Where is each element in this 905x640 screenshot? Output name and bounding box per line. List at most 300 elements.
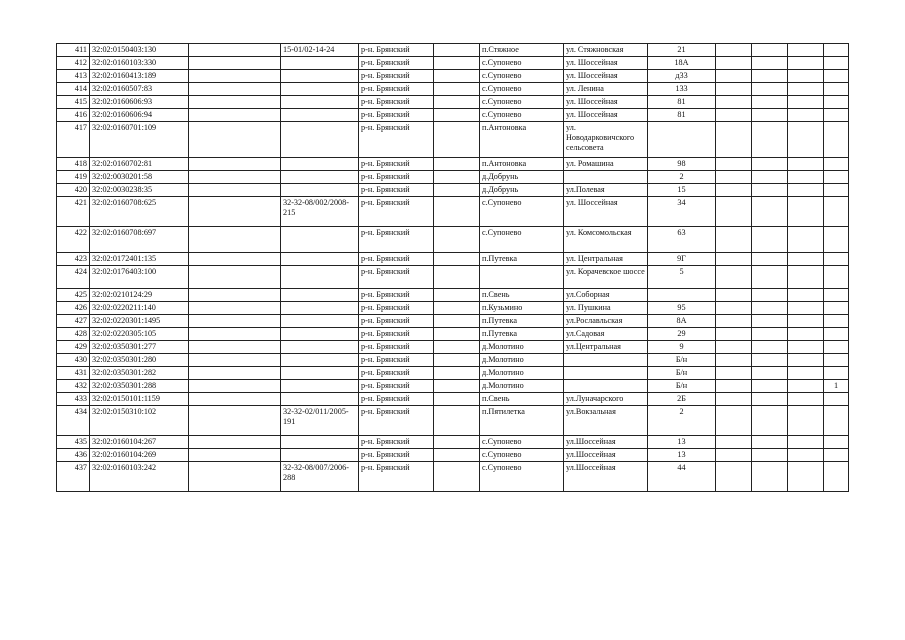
empty-cell: [434, 354, 480, 367]
registration-number: [281, 436, 359, 449]
empty-cell: [434, 227, 480, 253]
empty-cell: [752, 380, 788, 393]
street: ул. Шоссейная: [564, 197, 648, 227]
extra-value: [824, 328, 849, 341]
district: р-н. Брянский: [359, 449, 434, 462]
street: ул.Шоссейная: [564, 449, 648, 462]
locality: д.Молотино: [480, 354, 564, 367]
cadastral-number: 32:02:0150101:1159: [90, 393, 189, 406]
house-number: Б/н: [648, 380, 716, 393]
empty-cell: [752, 70, 788, 83]
registration-number: [281, 328, 359, 341]
street: ул. Центральная: [564, 253, 648, 266]
registration-number: [281, 354, 359, 367]
table-row: [57, 158, 849, 171]
extra-value: [824, 289, 849, 302]
cadastral-number: 32:02:0160708:625: [90, 197, 189, 227]
empty-cell: [716, 406, 752, 436]
house-number: 133: [648, 83, 716, 96]
extra-value: [824, 83, 849, 96]
empty-cell: [189, 380, 281, 393]
table-row: [57, 354, 849, 367]
empty-cell: [752, 96, 788, 109]
empty-cell: [788, 315, 824, 328]
registration-number: [281, 122, 359, 158]
table-row: [57, 70, 849, 83]
empty-cell: [189, 302, 281, 315]
extra-value: [824, 341, 849, 354]
empty-cell: [189, 328, 281, 341]
locality: с.Супонево: [480, 462, 564, 492]
empty-cell: [716, 122, 752, 158]
empty-cell: [189, 354, 281, 367]
empty-cell: [434, 462, 480, 492]
street: ул. Ленина: [564, 83, 648, 96]
empty-cell: [434, 70, 480, 83]
row-number: 434: [57, 406, 90, 436]
district: р-н. Брянский: [359, 341, 434, 354]
extra-value: [824, 171, 849, 184]
locality: п.Свень: [480, 393, 564, 406]
empty-cell: [752, 158, 788, 171]
row-number: 417: [57, 122, 90, 158]
street: ул. Шоссейная: [564, 57, 648, 70]
house-number: 81: [648, 109, 716, 122]
empty-cell: [788, 449, 824, 462]
registration-number: [281, 83, 359, 96]
row-number: 425: [57, 289, 90, 302]
empty-cell: [752, 302, 788, 315]
district: р-н. Брянский: [359, 70, 434, 83]
registration-number: [281, 289, 359, 302]
empty-cell: [189, 96, 281, 109]
empty-cell: [752, 109, 788, 122]
row-number: 411: [57, 44, 90, 57]
registration-number: [281, 341, 359, 354]
house-number: 2: [648, 406, 716, 436]
row-number: 435: [57, 436, 90, 449]
locality: п.Путевка: [480, 315, 564, 328]
row-number: 432: [57, 380, 90, 393]
extra-value: [824, 109, 849, 122]
street: [564, 171, 648, 184]
row-number: 431: [57, 367, 90, 380]
empty-cell: [434, 253, 480, 266]
empty-cell: [189, 158, 281, 171]
row-number: 413: [57, 70, 90, 83]
locality: с.Супонево: [480, 449, 564, 462]
row-number: 420: [57, 184, 90, 197]
empty-cell: [716, 341, 752, 354]
house-number: Б/н: [648, 354, 716, 367]
extra-value: [824, 462, 849, 492]
house-number: 81: [648, 96, 716, 109]
extra-value: [824, 406, 849, 436]
district: р-н. Брянский: [359, 253, 434, 266]
extra-value: [824, 367, 849, 380]
empty-cell: [752, 253, 788, 266]
empty-cell: [189, 70, 281, 83]
district: р-н. Брянский: [359, 380, 434, 393]
registration-number: 15-01/02-14-24: [281, 44, 359, 57]
extra-value: [824, 197, 849, 227]
street: ул. Новодарковичского сельсовета: [564, 122, 648, 158]
empty-cell: [434, 449, 480, 462]
registration-number: [281, 158, 359, 171]
row-number: 433: [57, 393, 90, 406]
empty-cell: [189, 449, 281, 462]
locality: с.Супонево: [480, 109, 564, 122]
district: р-н. Брянский: [359, 109, 434, 122]
district: р-н. Брянский: [359, 436, 434, 449]
house-number: 2Б: [648, 393, 716, 406]
empty-cell: [434, 393, 480, 406]
locality: п.Стяжное: [480, 44, 564, 57]
table-row: [57, 367, 849, 380]
row-number: 424: [57, 266, 90, 289]
cadastral-number: 32:02:0220301:1495: [90, 315, 189, 328]
row-number: 437: [57, 462, 90, 492]
cadastral-number: 32:02:0160413:189: [90, 70, 189, 83]
empty-cell: [716, 70, 752, 83]
empty-cell: [752, 227, 788, 253]
empty-cell: [716, 44, 752, 57]
empty-cell: [189, 436, 281, 449]
registration-number: [281, 449, 359, 462]
extra-value: [824, 302, 849, 315]
empty-cell: [716, 158, 752, 171]
district: р-н. Брянский: [359, 328, 434, 341]
house-number: 2: [648, 171, 716, 184]
house-number: д33: [648, 70, 716, 83]
empty-cell: [788, 70, 824, 83]
row-number: 421: [57, 197, 90, 227]
empty-cell: [434, 328, 480, 341]
house-number: [648, 122, 716, 158]
empty-cell: [716, 57, 752, 70]
cadastral-number: 32:02:0160104:267: [90, 436, 189, 449]
table-row: [57, 44, 849, 57]
empty-cell: [189, 341, 281, 354]
row-number: 426: [57, 302, 90, 315]
empty-cell: [434, 380, 480, 393]
locality: п.Путевка: [480, 253, 564, 266]
property-table-body: [57, 44, 849, 492]
empty-cell: [752, 122, 788, 158]
extra-value: [824, 266, 849, 289]
cadastral-number: 32:02:0350301:277: [90, 341, 189, 354]
empty-cell: [434, 171, 480, 184]
empty-cell: [788, 197, 824, 227]
street: ул. Ромашина: [564, 158, 648, 171]
empty-cell: [434, 184, 480, 197]
row-number: 423: [57, 253, 90, 266]
cadastral-number: 32:02:0350301:282: [90, 367, 189, 380]
empty-cell: [788, 227, 824, 253]
cadastral-number: 32:02:0160708:697: [90, 227, 189, 253]
empty-cell: [788, 253, 824, 266]
cadastral-number: 32:02:0176403:100: [90, 266, 189, 289]
row-number: 414: [57, 83, 90, 96]
street: ул. Корачевское шоссе: [564, 266, 648, 289]
district: р-н. Брянский: [359, 158, 434, 171]
table-row: [57, 83, 849, 96]
empty-cell: [189, 462, 281, 492]
locality: с.Супонево: [480, 96, 564, 109]
empty-cell: [189, 122, 281, 158]
empty-cell: [434, 44, 480, 57]
empty-cell: [434, 406, 480, 436]
empty-cell: [788, 83, 824, 96]
empty-cell: [752, 289, 788, 302]
empty-cell: [434, 302, 480, 315]
empty-cell: [752, 406, 788, 436]
empty-cell: [189, 197, 281, 227]
empty-cell: [716, 184, 752, 197]
house-number: 34: [648, 197, 716, 227]
house-number: 21: [648, 44, 716, 57]
cadastral-number: 32:02:0220211:140: [90, 302, 189, 315]
house-number: 63: [648, 227, 716, 253]
table-row: [57, 328, 849, 341]
district: р-н. Брянский: [359, 406, 434, 436]
empty-cell: [434, 315, 480, 328]
extra-value: [824, 70, 849, 83]
cadastral-number: 32:02:0160104:269: [90, 449, 189, 462]
house-number: 5: [648, 266, 716, 289]
locality: д.Молотино: [480, 367, 564, 380]
table-row: [57, 253, 849, 266]
registration-number: [281, 96, 359, 109]
empty-cell: [788, 406, 824, 436]
district: р-н. Брянский: [359, 171, 434, 184]
row-number: 429: [57, 341, 90, 354]
empty-cell: [716, 436, 752, 449]
locality: с.Супонево: [480, 70, 564, 83]
table-row: [57, 227, 849, 253]
registration-number: 32-32-02/011/2005-191: [281, 406, 359, 436]
registration-number: [281, 227, 359, 253]
empty-cell: [788, 302, 824, 315]
table-row: [57, 406, 849, 436]
district: р-н. Брянский: [359, 197, 434, 227]
empty-cell: [716, 462, 752, 492]
extra-value: [824, 96, 849, 109]
row-number: 412: [57, 57, 90, 70]
table-row: [57, 122, 849, 158]
table-row: [57, 171, 849, 184]
locality: д.Добрунь: [480, 171, 564, 184]
house-number: 44: [648, 462, 716, 492]
empty-cell: [716, 96, 752, 109]
extra-value: [824, 227, 849, 253]
empty-cell: [788, 328, 824, 341]
table-row: [57, 302, 849, 315]
empty-cell: [434, 367, 480, 380]
empty-cell: [189, 289, 281, 302]
empty-cell: [716, 197, 752, 227]
district: р-н. Брянский: [359, 354, 434, 367]
empty-cell: [716, 266, 752, 289]
empty-cell: [716, 354, 752, 367]
empty-cell: [752, 57, 788, 70]
table-row: [57, 109, 849, 122]
empty-cell: [434, 341, 480, 354]
cadastral-number: 32:02:0150403:130: [90, 44, 189, 57]
district: р-н. Брянский: [359, 462, 434, 492]
empty-cell: [189, 57, 281, 70]
house-number: 15: [648, 184, 716, 197]
district: р-н. Брянский: [359, 393, 434, 406]
empty-cell: [716, 171, 752, 184]
row-number: 430: [57, 354, 90, 367]
row-number: 416: [57, 109, 90, 122]
cadastral-number: 32:02:0030201:58: [90, 171, 189, 184]
empty-cell: [752, 83, 788, 96]
empty-cell: [716, 109, 752, 122]
locality: с.Супонево: [480, 436, 564, 449]
district: р-н. Брянский: [359, 44, 434, 57]
district: р-н. Брянский: [359, 289, 434, 302]
cadastral-number: 32:02:0160701:109: [90, 122, 189, 158]
table-row: [57, 449, 849, 462]
empty-cell: [189, 171, 281, 184]
empty-cell: [434, 96, 480, 109]
empty-cell: [716, 253, 752, 266]
locality: п.Антоновка: [480, 122, 564, 158]
district: р-н. Брянский: [359, 315, 434, 328]
registration-number: 32-32-08/002/2008-215: [281, 197, 359, 227]
empty-cell: [752, 266, 788, 289]
empty-cell: [716, 289, 752, 302]
property-table: [56, 43, 849, 492]
house-number: 18А: [648, 57, 716, 70]
house-number: 13: [648, 449, 716, 462]
house-number: [648, 289, 716, 302]
empty-cell: [788, 57, 824, 70]
table-row: [57, 380, 849, 393]
extra-value: [824, 449, 849, 462]
table-row: [57, 184, 849, 197]
empty-cell: [788, 462, 824, 492]
locality: д.Добрунь: [480, 184, 564, 197]
empty-cell: [752, 197, 788, 227]
empty-cell: [716, 393, 752, 406]
empty-cell: [716, 367, 752, 380]
empty-cell: [752, 449, 788, 462]
street: ул. Шоссейная: [564, 96, 648, 109]
row-number: 428: [57, 328, 90, 341]
street: ул. Стяжновская: [564, 44, 648, 57]
empty-cell: [716, 302, 752, 315]
extra-value: [824, 44, 849, 57]
empty-cell: [788, 393, 824, 406]
empty-cell: [788, 367, 824, 380]
empty-cell: [788, 289, 824, 302]
cadastral-number: 32:02:0160606:94: [90, 109, 189, 122]
empty-cell: [434, 197, 480, 227]
empty-cell: [434, 109, 480, 122]
empty-cell: [788, 122, 824, 158]
empty-cell: [189, 393, 281, 406]
empty-cell: [788, 436, 824, 449]
empty-cell: [752, 436, 788, 449]
cadastral-number: 32:02:0210124:29: [90, 289, 189, 302]
empty-cell: [189, 109, 281, 122]
empty-cell: [189, 184, 281, 197]
extra-value: [824, 122, 849, 158]
registration-number: [281, 380, 359, 393]
extra-value: [824, 184, 849, 197]
street: ул. Пушкина: [564, 302, 648, 315]
street: ул.Шоссейная: [564, 462, 648, 492]
empty-cell: [434, 436, 480, 449]
house-number: 9Г: [648, 253, 716, 266]
street: ул.Полевая: [564, 184, 648, 197]
empty-cell: [434, 83, 480, 96]
empty-cell: [752, 341, 788, 354]
table-row: [57, 197, 849, 227]
empty-cell: [716, 449, 752, 462]
empty-cell: [788, 354, 824, 367]
registration-number: [281, 315, 359, 328]
cadastral-number: 32:02:0160702:81: [90, 158, 189, 171]
table-row: [57, 266, 849, 289]
table-row: [57, 341, 849, 354]
registration-number: [281, 70, 359, 83]
empty-cell: [189, 315, 281, 328]
empty-cell: [189, 253, 281, 266]
district: р-н. Брянский: [359, 367, 434, 380]
district: р-н. Брянский: [359, 122, 434, 158]
table-row: [57, 57, 849, 70]
locality: с.Супонево: [480, 83, 564, 96]
empty-cell: [434, 266, 480, 289]
empty-cell: [788, 171, 824, 184]
registration-number: [281, 266, 359, 289]
registration-number: [281, 171, 359, 184]
row-number: 415: [57, 96, 90, 109]
locality: д.Молотино: [480, 380, 564, 393]
empty-cell: [788, 96, 824, 109]
street: ул. Шоссейная: [564, 109, 648, 122]
locality: п.Антоновка: [480, 158, 564, 171]
locality: с.Супонево: [480, 57, 564, 70]
extra-value: [824, 315, 849, 328]
empty-cell: [788, 341, 824, 354]
district: р-н. Брянский: [359, 96, 434, 109]
street: [564, 354, 648, 367]
street: ул.Вокзальная: [564, 406, 648, 436]
street: [564, 367, 648, 380]
empty-cell: [752, 328, 788, 341]
locality: п.Путевка: [480, 328, 564, 341]
table-row: [57, 289, 849, 302]
street: ул. Шоссейная: [564, 70, 648, 83]
house-number: 29: [648, 328, 716, 341]
locality: п.Кузьмино: [480, 302, 564, 315]
row-number: 427: [57, 315, 90, 328]
house-number: 8А: [648, 315, 716, 328]
empty-cell: [434, 158, 480, 171]
cadastral-number: 32:02:0160606:93: [90, 96, 189, 109]
extra-value: [824, 354, 849, 367]
empty-cell: [788, 158, 824, 171]
table-row: [57, 436, 849, 449]
street: ул.Луначарского: [564, 393, 648, 406]
row-number: 419: [57, 171, 90, 184]
empty-cell: [752, 367, 788, 380]
